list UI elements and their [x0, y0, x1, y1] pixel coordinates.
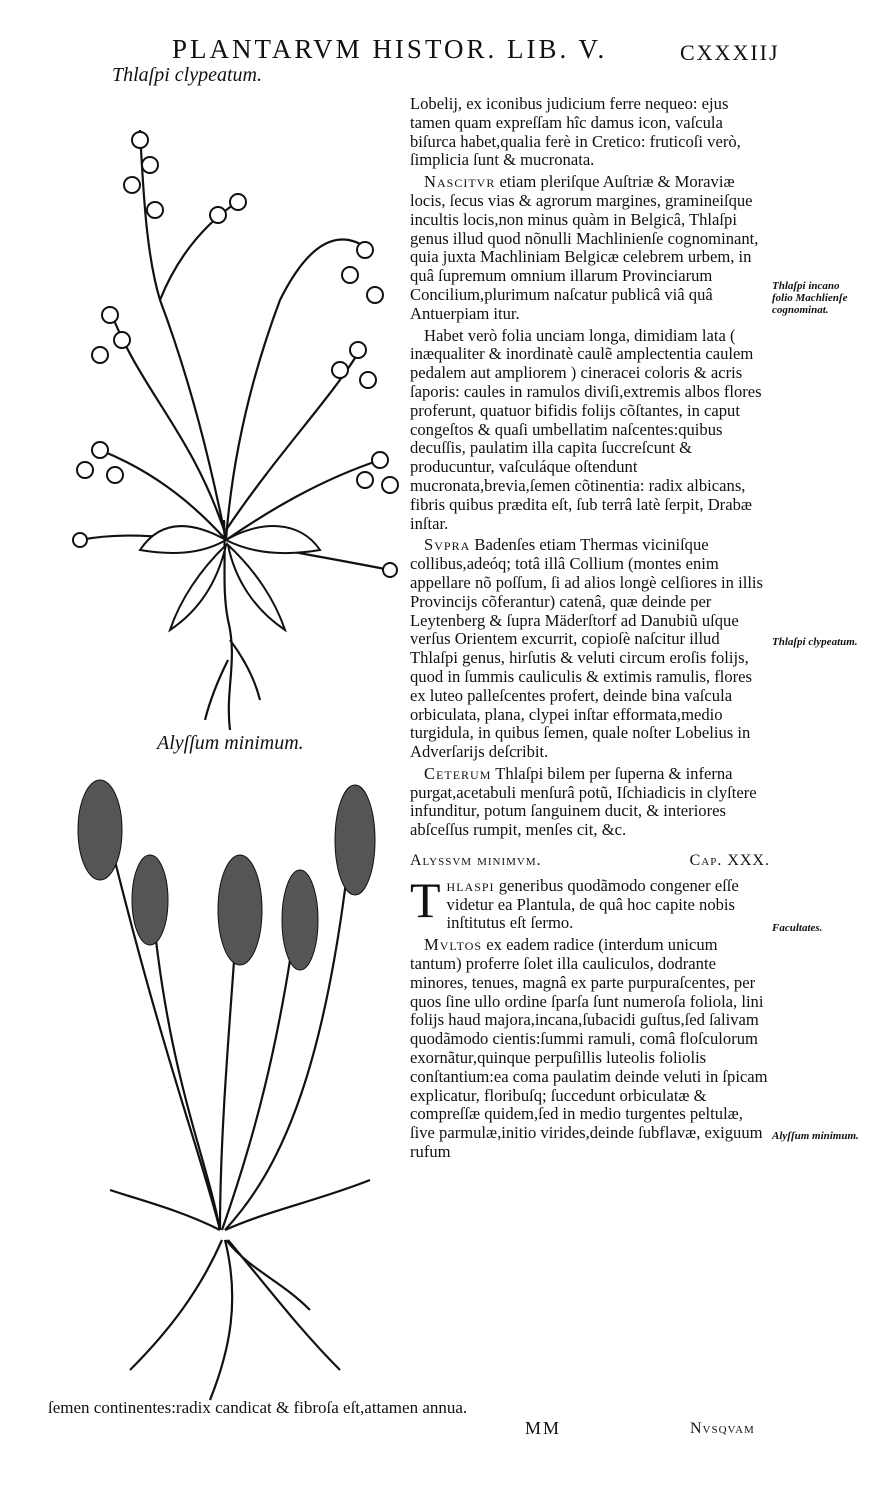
- lead-word: Svpra: [424, 535, 471, 555]
- lead-word: Ceterum: [424, 763, 492, 783]
- woodcut-thlaspi-clypeatum: [40, 100, 410, 730]
- chapter-title: Alyssvm minimvm.: [410, 852, 542, 870]
- lead-word: Mvltos: [424, 935, 483, 955]
- paragraph-text: generibus quodãmodo congener eſſe videtur ea Plantula, de quâ hoc capite nobis inſtitutus eſt ſermo.: [446, 875, 739, 933]
- woodcut-alyssum-minimum: [50, 770, 410, 1410]
- paragraph-multos: [410, 936, 770, 1162]
- text-column: [410, 95, 770, 1165]
- paragraph-text: etiam pleriſque Auſtriæ & Moraviæ locis, ſecus vias & agrorum margines, gramineiſque incultis locis,non minus quàm in Belgicâ, Thlaſpi genus illud quod nõnulli Machlinienſe cognominant, quia juxta Machliniam Belgicæ celebrem urbem, in quâ ſupremum omnium illarum Provinciarum Concilium,plurimum naſcatur publicâ viâ quâ Antuerpiam itur.: [410, 172, 759, 323]
- paragraph-habet: Habet verò folia unciam longa, dimidiam lata ( inæqualiter & inordinatè caulẽ amplectentia caulem pedalem aut ampliorem ) cineracei coloris & acris ſaporis: caules in ramulos diviſi,extremis albos flores proferunt, quatuor bifidis folijs cõſtantes, in caput congeſtos & quaſi umbellatim naſcentes:quibus decuſſis, paulatim illa capita ſuccreſcunt & producuntur, vaſculáque oſtendunt mucronata,brevia,ſemen cõtinentia: radix albicans, fibris quibus prædita eſt, ſub terrâ latè ſerpit, Drabæ inſtar.: [410, 325, 762, 533]
- margin-note-alyssum: Alyſſum minimum.: [772, 1130, 859, 1142]
- lead-word: Nascitvr: [424, 172, 496, 192]
- figure-caption-thlaspi: Thlaſpi clypeatum.: [112, 64, 262, 86]
- paragraph-supra: [410, 536, 770, 762]
- folio-number: CXXXIIJ: [680, 40, 780, 65]
- drop-cap: T: [410, 871, 441, 928]
- paragraph-ceterum: [410, 765, 770, 840]
- paragraph-text: Thlaſpi bilem per ſuperna & inferna purgat,acetabuli menſurâ potũ, Iſchiadicis in clyſtere infunditur, potum ſanguinem ducit, & interiores abſceſſus rumpit, menſes cit, &c.: [410, 763, 757, 840]
- running-title: PLANTARVM HISTOR. LIB. V.: [172, 34, 608, 64]
- paragraph-nascitur: [410, 173, 770, 323]
- margin-note-facultates: Facultates.: [772, 922, 823, 934]
- full-width-last-line: ſemen continentes:radix candicat & fibroſa eſt,attamen annua.: [48, 1398, 468, 1417]
- figure-caption-alyssum: Alyſſum minimum.: [157, 732, 304, 754]
- lead-word: hlaspi: [446, 875, 495, 895]
- paragraph-lobelij: Lobelij, ex iconibus judicium ferre nequeo: ejus tamen quam expreſſam hîc damus icon, vaſcula biſurca habet,qualia ferè in Cretico: fruticoſi verò, ſimplicia ſunt & mucronata.: [410, 94, 741, 170]
- paragraph-text: ex eadem radice (interdum unicum tantum) proferre ſolet illa cauliculos, dodrante minores, tenues, magnâ ex parte purpuraſcentes, per quos ſine ullo ordine ſparſa ſunt numeroſa foliola, lini folijs haud majora,incana,ſubacidi guſtus,ſed ſalivam quodãmodo cientis:ſummi ramuli, comâ floſculorum exornãtur,quinque perpuſillis luteolis foliolis conſtantium:ea coma paulatim deinde veluti in ſpicam explicatur, floribuſq; ſuccedunt orbiculatæ & compreſſæ quidem,ſed in medio turgentes peltulæ, ſive parmulæ,initio virides,deinde ſubflavæ, exiguum rufum: [410, 935, 768, 1162]
- chapter-number: Cap. XXX.: [689, 852, 770, 870]
- chapter-heading: [410, 852, 770, 871]
- catchword: Nvsqvam: [690, 1420, 755, 1437]
- paragraph-thlaspi: [410, 871, 770, 933]
- margin-note-clypeatum: Thlaſpi clypeatum.: [772, 636, 858, 648]
- margin-note-machlienense: Thlaſpi incano folio Machlienſe cognominat.: [772, 280, 848, 316]
- paragraph-text: Badenſes etiam Thermas viciniſque collibus,adeóq; totâ illâ Collium (montes enim appellare nõ poſſum, ſi ad alios longè celſiores in illis Provincijs cõferantur) catenâ, quæ deinde per Leytenberg & ſupra Mäderſtorf ad Danubiũ uſque verſus Orientem excurrit, copioſè naſcitur illud Thlaſpi genus, hirſutis & veluti circum eroſis folijs, quod in ſummis cauliculis & extimis ramulis, flores ex luteo palleſcentes profert, deinde bina vaſcula orbiculata, plana, clypei inſtar efformata,medio turgidula, in quibus ſemen, quale noſter Lobelius in Adverſarijs deſcribit.: [410, 535, 763, 762]
- signature-mark: MM: [525, 1418, 562, 1438]
